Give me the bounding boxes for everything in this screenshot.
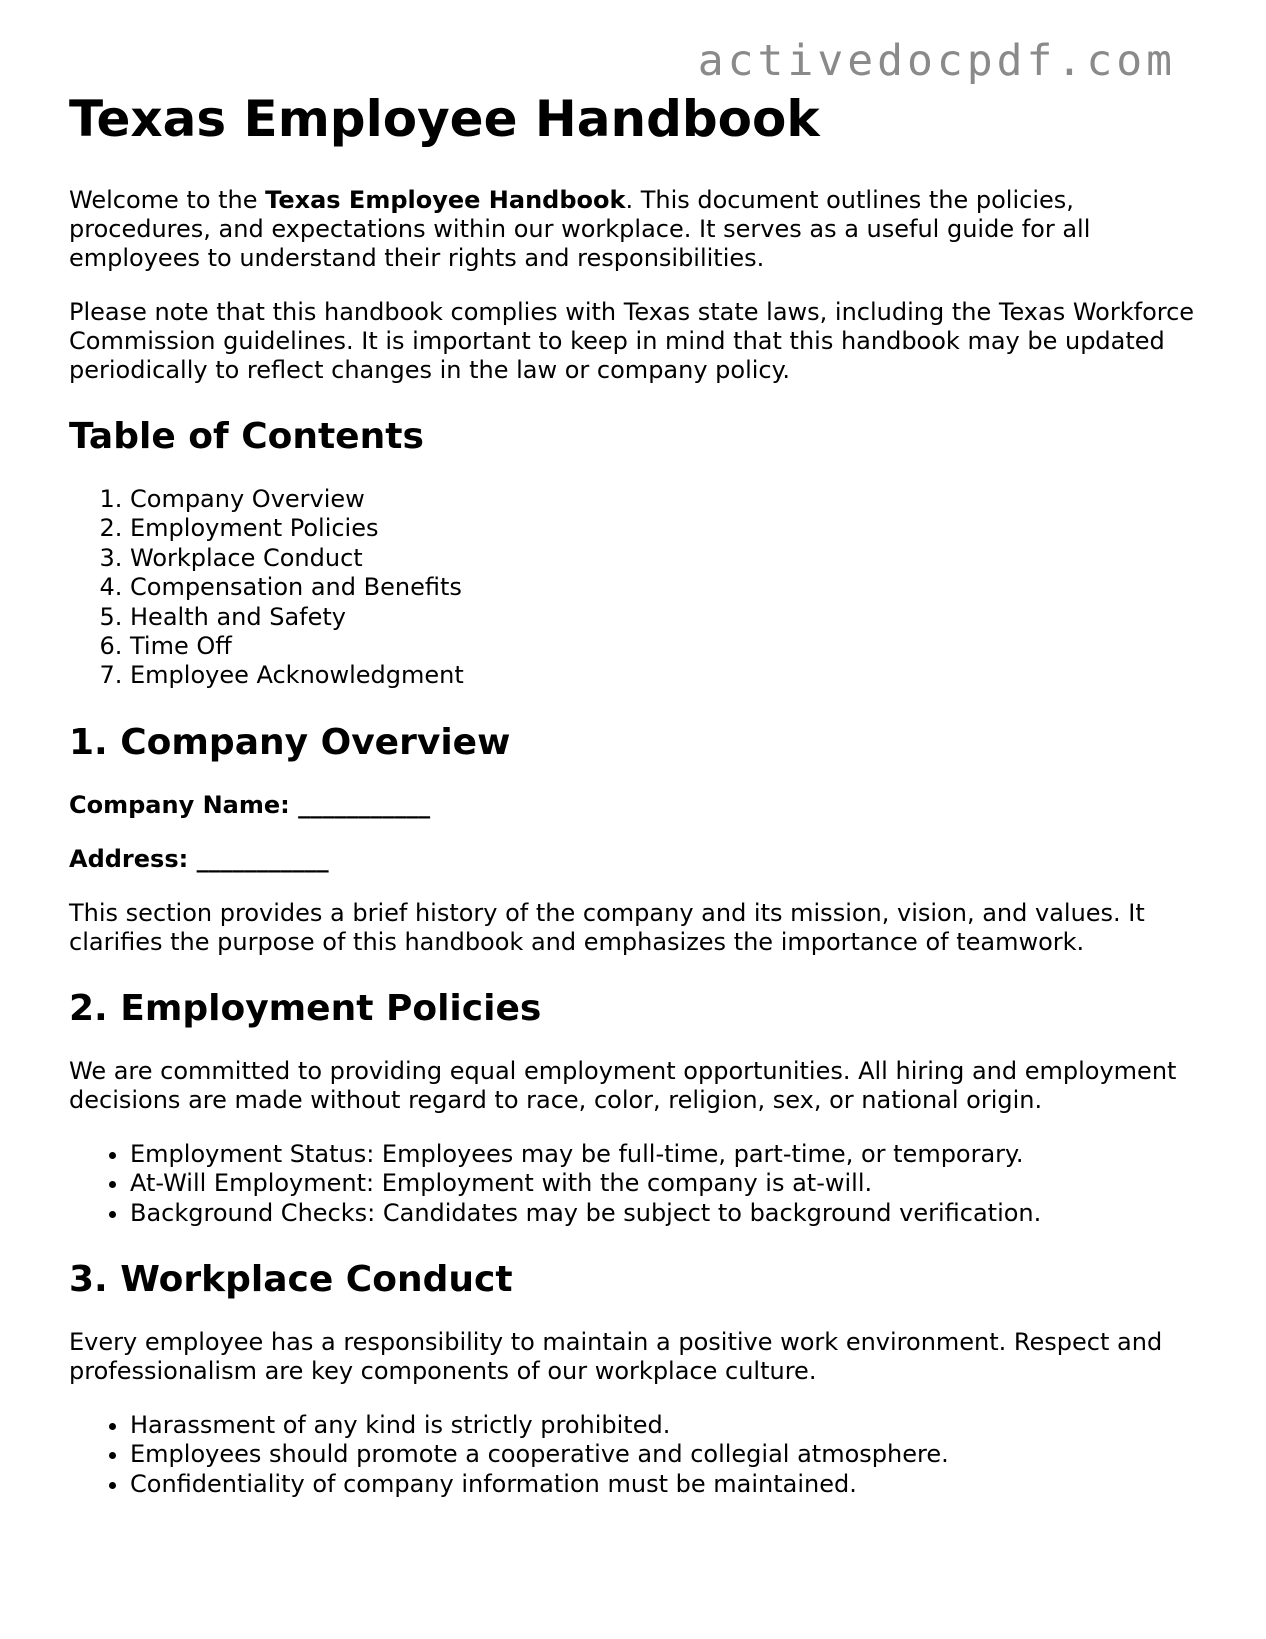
list-item: • Employment Status: Employees may be full-time, part-time, or temporary.: [130, 1140, 1199, 1169]
section-3-heading: 3. Workplace Conduct: [69, 1259, 513, 1301]
toc-item: 4. Compensation and Benefits: [130, 573, 1199, 602]
intro-paragraph: [69, 186, 1199, 273]
list-item: • Employees should promote a cooperative and collegial atmosphere.: [130, 1440, 1199, 1469]
company-name-field: [69, 791, 1199, 820]
section-2-list: [69, 1140, 1199, 1228]
list-item: • Harassment of any kind is strictly prohibited.: [130, 1411, 1199, 1440]
document-title: Texas Employee Handbook: [69, 90, 820, 148]
section-2-body: We are committed to providing equal employment opportunities. All hiring and employment decisions are made without regard to race, color, religion, sex, or national origin.: [69, 1056, 1177, 1114]
section-3-list: [69, 1411, 1199, 1499]
toc-item: 1. Company Overview: [130, 485, 1199, 514]
list-item: • At-Will Employment: Employment with the company is at-will.: [130, 1169, 1199, 1198]
document-page: [69, 88, 1199, 1525]
toc-item: 5. Health and Safety: [130, 603, 1199, 632]
toc-item: 3. Workplace Conduct: [130, 544, 1199, 573]
list-item: • Background Checks: Candidates may be subject to background verification.: [130, 1199, 1199, 1228]
toc-item: 7. Employee Acknowledgment: [130, 661, 1199, 690]
address-blank: ___________: [196, 844, 329, 873]
section-1-body: This section provides a brief history of the company and its mission, vision, and values. It clarifies the purpose of this handbook and emphasizes the importance of teamwork.: [69, 898, 1145, 956]
section-3-body: Every employee has a responsibility to maintain a positive work environment. Respect and professionalism are key components of our workplace culture.: [69, 1328, 1163, 1386]
watermark: activedocpdf.com: [697, 36, 1176, 86]
intro-bold-title: Texas Employee Handbook: [265, 186, 626, 214]
toc-item: 6. Time Off: [130, 632, 1199, 661]
section-1-heading: 1. Company Overview: [69, 721, 511, 763]
section-2-heading: 2. Employment Policies: [69, 987, 542, 1029]
address-label: Address:: [69, 844, 189, 873]
company-name-blank: ___________: [298, 790, 431, 819]
company-name-label: Company Name:: [69, 790, 290, 819]
note-paragraph: Please note that this handbook complies with Texas state laws, including the Texas Workforce Commission guidelines. It is important to keep in mind that this handbook may be updated periodically to reflect changes in the law or company policy.: [69, 298, 1195, 384]
intro-text-after: . This document outlines the policies, procedures, and expectations within our workplace. It serves as a useful guide for all employees to understand their rights and responsibilities.: [69, 186, 1091, 272]
address-field: [69, 845, 1199, 874]
intro-text-before: Welcome to the: [69, 186, 266, 214]
toc-list: [69, 485, 1199, 691]
toc-item: 2. Employment Policies: [130, 514, 1199, 543]
toc-heading: Table of Contents: [69, 416, 424, 457]
list-item: • Confidentiality of company information must be maintained.: [130, 1470, 1199, 1499]
